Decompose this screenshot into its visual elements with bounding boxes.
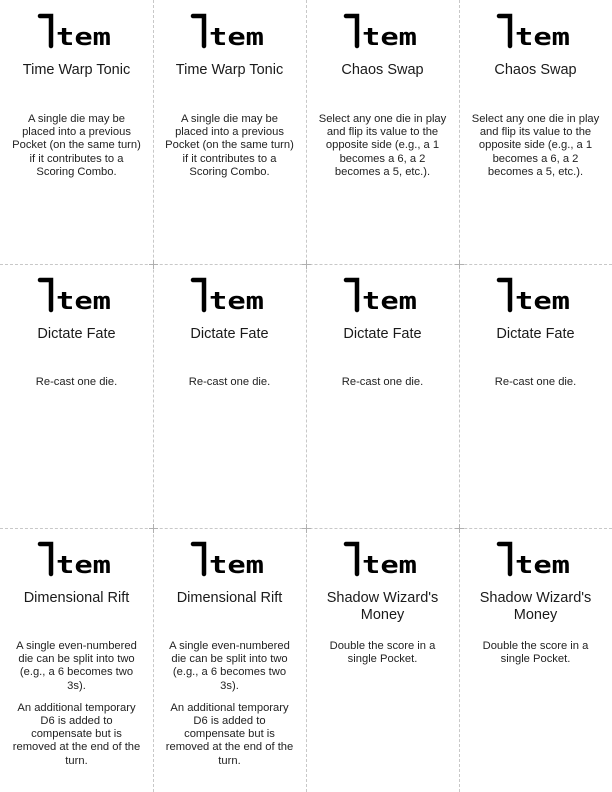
item-card <box>0 264 153 528</box>
card-title: Dictate Fate <box>37 326 116 342</box>
item-logo <box>37 540 113 578</box>
svg-text:tem: tem <box>362 551 417 578</box>
card-description <box>163 376 296 398</box>
item-card <box>153 528 306 792</box>
card-description-paragraph: An additional temporary D6 is added to compensate but is removed at the end of the turn. <box>12 701 141 767</box>
card-description-paragraph: Double the score in a single Pocket. <box>482 640 589 666</box>
item-card <box>459 528 612 792</box>
item-card <box>306 528 459 792</box>
item-card <box>153 264 306 528</box>
card-description <box>469 376 602 398</box>
card-description <box>316 640 449 675</box>
card-description <box>316 113 449 188</box>
item-card <box>0 528 153 792</box>
item-logo <box>496 276 572 314</box>
svg-text:tem: tem <box>56 287 111 314</box>
card-description <box>469 640 602 675</box>
item-logo <box>343 12 419 50</box>
card-description-paragraph: A single even-numbered die can be split into two (e.g., a 6 becomes two 3s). <box>16 640 137 692</box>
card-title: Chaos Swap <box>341 62 424 78</box>
item-logo <box>496 540 572 578</box>
card-description <box>10 113 143 188</box>
item-logo <box>343 540 419 578</box>
card-title: Dictate Fate <box>190 326 269 342</box>
card-title: Shadow Wizard's Money <box>326 590 439 623</box>
card-title: Chaos Swap <box>494 62 577 78</box>
svg-text:tem: tem <box>209 287 264 314</box>
card-description <box>316 376 449 398</box>
card-title: Time Warp Tonic <box>175 62 284 78</box>
item-logo <box>190 540 266 578</box>
card-description-paragraph: Select any one die in play and flip its value to the opposite side (e.g., a 1 becomes a 6, a 2 becomes a 5, etc.). <box>318 113 447 178</box>
card-description-paragraph: Re-cast one die. <box>494 376 577 388</box>
svg-text:tem: tem <box>56 551 111 578</box>
card-title: Shadow Wizard's Money <box>479 590 592 623</box>
item-logo <box>496 12 572 50</box>
item-card <box>459 264 612 528</box>
card-description-paragraph: Re-cast one die. <box>341 376 424 388</box>
item-logo <box>37 276 113 314</box>
card-description-paragraph: Select any one die in play and flip its value to the opposite side (e.g., a 1 becomes a 6, a 2 becomes a 5, etc.). <box>471 113 600 178</box>
card-description <box>469 113 602 188</box>
item-logo <box>37 12 113 50</box>
item-card <box>459 0 612 264</box>
card-description-paragraph: Re-cast one die. <box>188 376 271 388</box>
card-title: Dictate Fate <box>343 326 422 342</box>
card-description <box>10 376 143 398</box>
card-title: Dictate Fate <box>496 326 575 342</box>
card-title: Dimensional Rift <box>176 590 283 606</box>
card-description-paragraph: A single die may be placed into a previous Pocket (on the same turn) if it contributes to a Scoring Combo. <box>12 113 141 178</box>
card-description <box>10 640 143 777</box>
svg-text:tem: tem <box>515 287 570 314</box>
svg-text:tem: tem <box>515 551 570 578</box>
svg-text:tem: tem <box>209 23 264 50</box>
card-description-paragraph: A single die may be placed into a previous Pocket (on the same turn) if it contributes to a Scoring Combo. <box>165 113 294 178</box>
item-logo <box>190 12 266 50</box>
svg-text:tem: tem <box>515 23 570 50</box>
card-description-paragraph: Re-cast one die. <box>35 376 118 388</box>
card-description-paragraph: A single even-numbered die can be split into two (e.g., a 6 becomes two 3s). <box>169 640 290 692</box>
item-card <box>306 264 459 528</box>
item-card <box>306 0 459 264</box>
svg-text:tem: tem <box>56 23 111 50</box>
card-description-paragraph: An additional temporary D6 is added to compensate but is removed at the end of the turn. <box>165 701 294 767</box>
card-description-paragraph: Double the score in a single Pocket. <box>329 640 436 666</box>
card-title: Dimensional Rift <box>23 590 130 606</box>
card-description <box>163 113 296 188</box>
svg-text:tem: tem <box>362 23 417 50</box>
card-title: Time Warp Tonic <box>22 62 131 78</box>
svg-text:tem: tem <box>209 551 264 578</box>
item-card <box>153 0 306 264</box>
svg-text:tem: tem <box>362 287 417 314</box>
card-description <box>163 640 296 777</box>
item-logo <box>190 276 266 314</box>
item-logo <box>343 276 419 314</box>
item-card <box>0 0 153 264</box>
